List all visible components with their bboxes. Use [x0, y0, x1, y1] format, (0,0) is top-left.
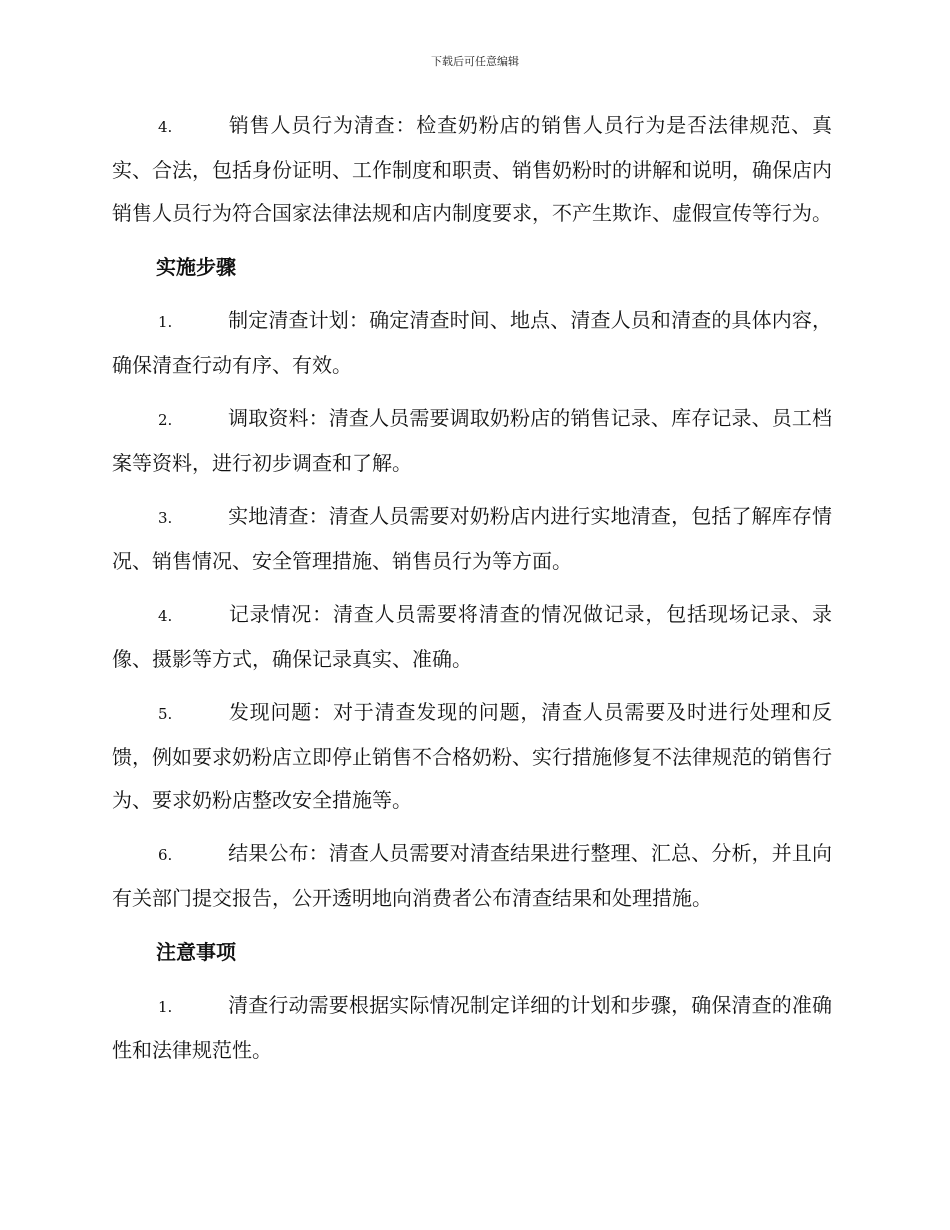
list-item-text: 清查行动需要根据实际情况制定详细的计划和步骤，确保清查的准确性和法律规范性。 [112, 993, 832, 1062]
list-item-number: 6. [158, 846, 173, 864]
list-item-number: 1. [158, 313, 173, 331]
list-item-text: 调取资料：清查人员需要调取奶粉店的销售记录、库存记录、员工档案等资料，进行初步调查和了解。 [112, 406, 832, 475]
list-item-text: 结果公布：清查人员需要对清查结果进行整理、汇总、分析，并且向有关部门提交报告，公开透明地向消费者公布清查结果和处理措施。 [112, 841, 832, 910]
list-item-text: 制定清查计划：确定清查时间、地点、清查人员和清查的具体内容，确保清查行动有序、有效。 [112, 308, 832, 377]
list-item [112, 397, 832, 485]
list-item-text: 销售人员行为清查：检查奶粉店的销售人员行为是否法律规范、真实、合法，包括身份证明、工作制度和职责、销售奶粉时的讲解和说明，确保店内销售人员行为符合国家法律法规和店内制度要求，不产生欺诈、虚假宣传等行为。 [112, 113, 832, 225]
list-item-number: 5. [158, 705, 173, 723]
list-item [112, 104, 832, 235]
document-body [112, 104, 832, 1082]
list-item [112, 495, 832, 583]
list-item-number: 3. [158, 509, 173, 527]
list-item-text: 发现问题：对于清查发现的问题，清查人员需要及时进行处理和反馈，例如要求奶粉店立即停止销售不合格奶粉、实行措施修复不法律规范的销售行为、要求奶粉店整改安全措施等。 [112, 700, 832, 812]
section-heading-steps: 实施步骤 [156, 255, 236, 279]
section-heading-notes: 注意事项 [156, 940, 236, 964]
list-item [112, 299, 832, 387]
list-item-number: 4. [158, 607, 173, 625]
list-item-text: 实地清查：清查人员需要对奶粉店内进行实地清查，包括了解库存情况、销售情况、安全管理措施、销售员行为等方面。 [112, 504, 832, 573]
list-item-number: 2. [158, 411, 173, 429]
list-item-number: 4. [158, 118, 173, 136]
list-item-number: 1. [158, 998, 173, 1016]
list-item [112, 593, 832, 681]
list-item-text: 记录情况：清查人员需要将清查的情况做记录，包括现场记录、录像、摄影等方式，确保记录真实、准确。 [112, 602, 832, 671]
list-item [112, 691, 832, 822]
list-item [112, 984, 832, 1072]
page-header: 下载后可任意编辑 [431, 55, 519, 68]
list-item [112, 832, 832, 920]
